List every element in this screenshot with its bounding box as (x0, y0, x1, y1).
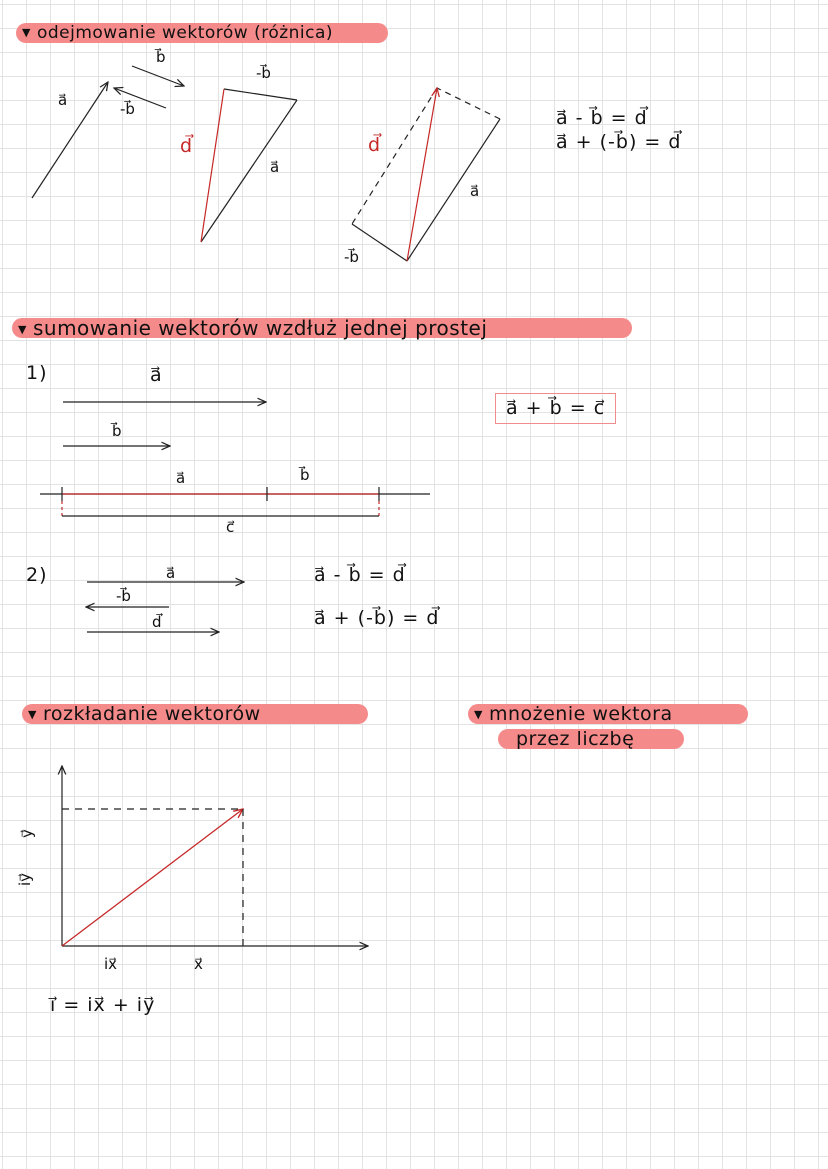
label-a: a⃗ (58, 91, 68, 109)
vector-a-arrow (32, 82, 108, 198)
formula-difference: a⃗ - b⃗ = d⃗ (556, 107, 648, 129)
label-b: b⃗ (156, 48, 166, 66)
section-title: mnożenie wektora (488, 703, 673, 725)
label-d: d⃗ (368, 134, 382, 156)
vector-a-side (407, 119, 500, 261)
label-a: a⃗ (166, 564, 176, 582)
section-title: rozkładanie wektorów (42, 703, 261, 725)
label-a: a⃗ (176, 469, 186, 487)
dashed-a-side (352, 88, 437, 224)
formula-difference-alt: a⃗ + (-b⃗) = d⃗ (314, 607, 440, 629)
label-minus-b: -b⃗ (116, 587, 131, 605)
vector-minus-b-line (224, 89, 297, 100)
dashed-b-side (437, 88, 500, 119)
section-title-continued: przez liczbę (516, 728, 635, 750)
item-number-2: 2) (26, 564, 48, 586)
label-b: b⃗ (300, 466, 310, 484)
label-y: y⃗ (18, 829, 36, 838)
label-minus-b: -b⃗ (256, 64, 271, 82)
vector-i-arrow (62, 809, 243, 946)
formula-decomposition: i⃗ = ix⃗ + iy⃗ (50, 994, 156, 1016)
formula-sum: a⃗ + b⃗ = c⃗ (495, 393, 616, 424)
vector-b-arrow (132, 66, 184, 86)
label-b: b⃗ (112, 422, 122, 440)
vector-d-line (201, 89, 224, 242)
triangle-marker-icon: ▼ (28, 708, 37, 721)
label-d: d⃗ (152, 613, 162, 631)
vector-a-line (201, 100, 297, 242)
formula-difference: a⃗ - b⃗ = d⃗ (314, 564, 406, 586)
label-a: a⃗ (270, 158, 280, 176)
label-minus-b: -b⃗ (120, 100, 135, 118)
label-a: a⃗ (470, 182, 480, 200)
vector-minus-b-side (352, 224, 407, 261)
label-d: d⃗ (180, 135, 194, 157)
label-ix: ix⃗ (104, 955, 118, 973)
triangle-marker-icon: ▼ (22, 26, 31, 39)
label-iy: iy⃗ (16, 872, 34, 886)
section-title: sumowanie wektorów wzdłuż jednej prostej (32, 316, 488, 340)
section-title: odejmowanie wektorów (różnica) (36, 23, 334, 43)
triangle-marker-icon: ▼ (18, 323, 27, 336)
label-x: x⃗ (194, 955, 203, 973)
label-a: a⃗ (150, 364, 163, 386)
item-number-1: 1) (26, 362, 48, 384)
triangle-marker-icon: ▼ (474, 708, 483, 721)
formula-difference-alt: a⃗ + (-b⃗) = d⃗ (556, 131, 682, 153)
label-c: c⃗ (226, 518, 235, 536)
vector-d-arrow (407, 88, 437, 261)
label-minus-b: -b⃗ (344, 248, 359, 266)
